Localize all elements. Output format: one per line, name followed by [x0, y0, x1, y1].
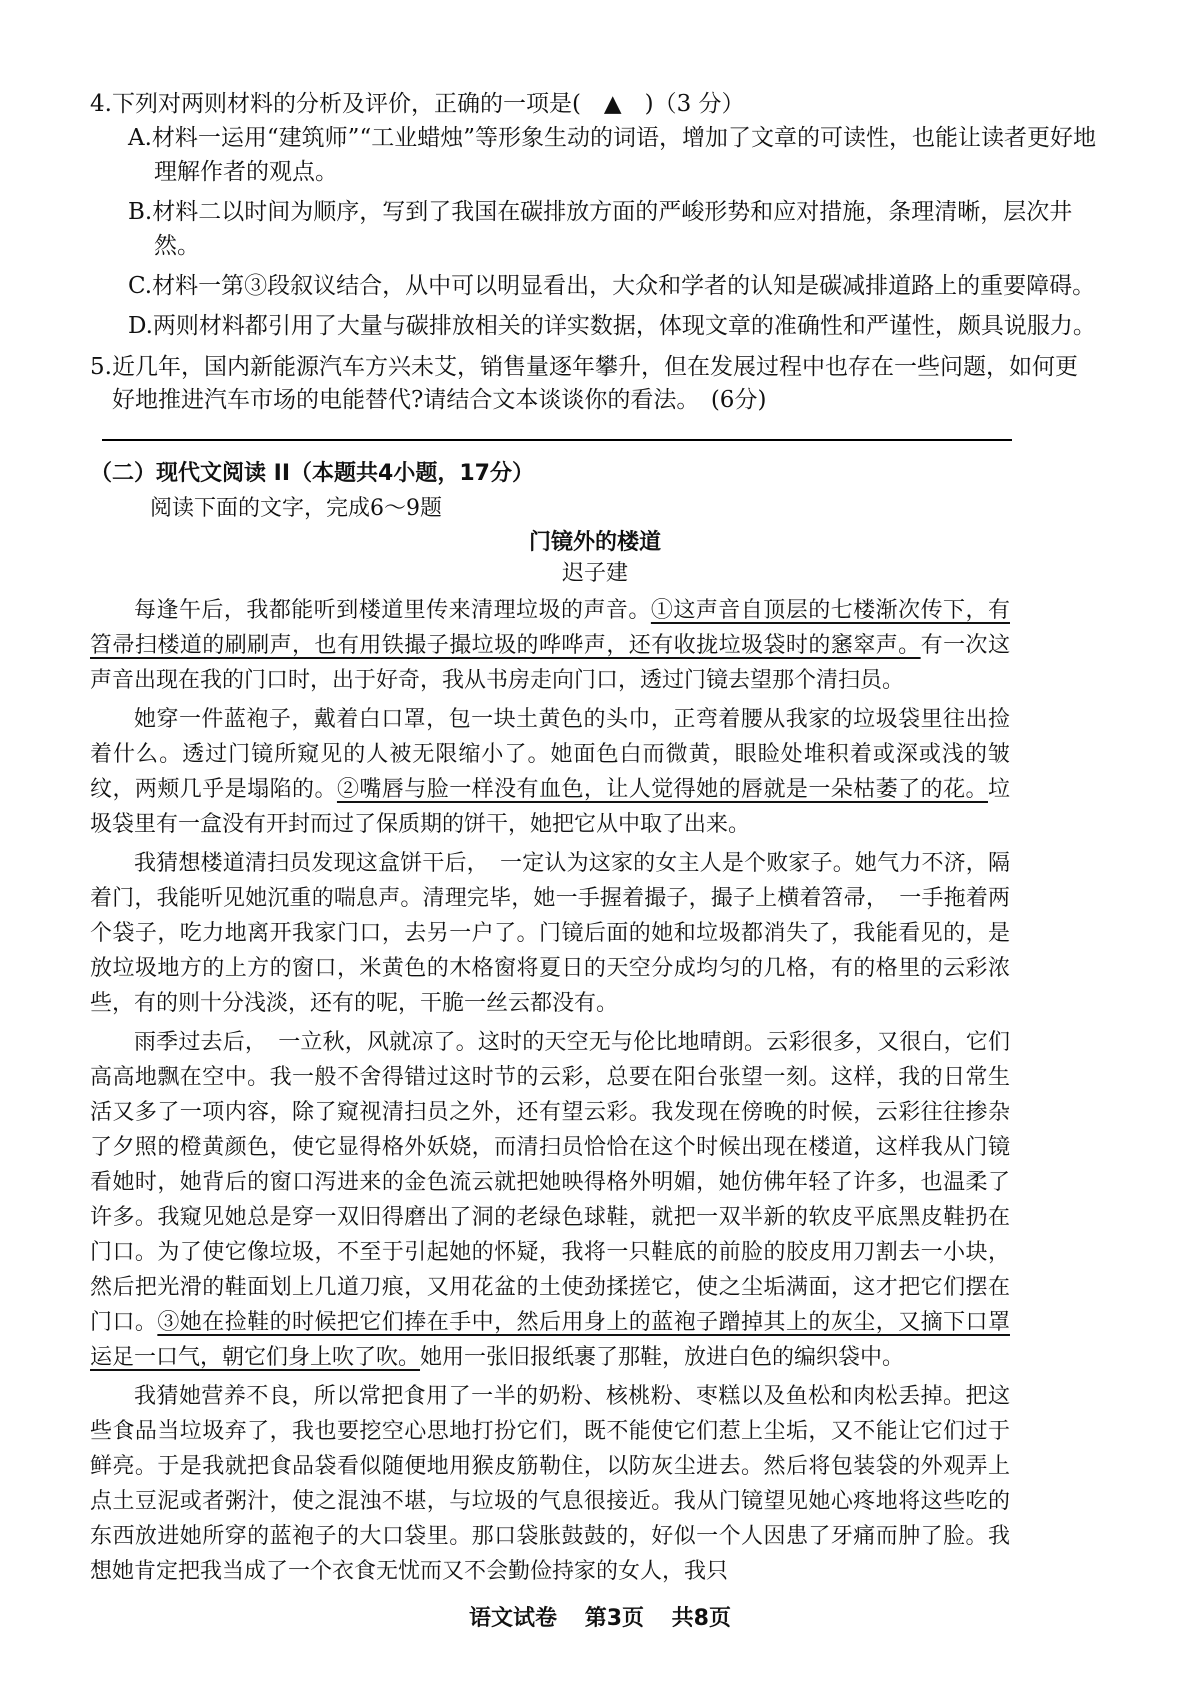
paragraph-4-text-b: 她用一张旧报纸裹了那鞋，放进白色的编织袋中。	[420, 1345, 905, 1370]
footer-total-pages: 共8页	[671, 1606, 731, 1631]
page-footer	[0, 1604, 1200, 1634]
paragraph-2-text-b: 垃圾袋里有一盒没有开封而过了保质期的饼干，她把它从中取了出来。	[90, 777, 1010, 837]
paragraph-4-text-a: 雨季过去后， 一立秋，风就凉了。这时的天空无与伦比地晴朗。云彩很多，又很白，它们高高地飘在空中。我一般不舍得错过这时节的云彩，总要在阳台张望一刻。这样，我的日常生活又多了一项内容，除了窥视清扫员之外，还有望云彩。我发现在傍晚的时候，云彩往往掺杂了夕照的橙黄颜色，使它显得格外妖娆，而清扫员恰恰在这个时候出现在楼道，这样我从门镜看她时，她背后的窗口泻进来的金色流云就把她映得格外明媚，她仿佛年轻了许多，也温柔了许多。我窥见她总是穿一双旧得磨出了洞的老绿色球鞋，就把一双半新的软皮平底黑皮鞋扔在门口。为了使它像垃圾，不至于引起她的怀疑，我将一只鞋底的前脸的胶皮用刀割去一小块，然后把光滑的鞋面划上几道刀痕，又用花盆的土使劲揉搓它，使之尘垢满面，这才把它们摆在门口。	[90, 1030, 1010, 1335]
exam-page	[90, 88, 1100, 1593]
paragraph-2	[90, 702, 1010, 842]
paragraph-3: 我猜想楼道清扫员发现这盒饼干后， 一定认为这家的女主人是个败家子。她气力不济，隔着门，我能听见她沉重的喘息声。清理完毕，她一手握着撮子，撮子上横着笤帚， 一手拖着两个袋子，吃力地离开我家门口，去另一户了。门镜后面的她和垃圾都消失了，我能看见的，是放垃圾地方的上方的窗口，米黄色的木格窗将夏日的天空分成均匀的几格，有的格里的云彩浓些，有的则十分浅淡，还有的呢，干脆一丝云都没有。	[90, 851, 1010, 1016]
article-author: 迟子建	[561, 561, 628, 586]
question-4-option-b: B.材料二以时间为顺序，写到了我国在碳排放方面的严峻形势和应对措施，条理清晰，层次井然。	[128, 199, 1073, 259]
underlined-sentence-3: ③她在捡鞋的时候把它们捧在手中，然后用身上的蓝袍子蹭掉其上的灰尘，又摘下口罩运足一口气，朝它们身上吹了吹。	[90, 1310, 1010, 1370]
paragraph-2-text-a: 她穿一件蓝袍子，戴着白口罩，包一块土黄色的头巾，正弯着腰从我家的垃圾袋里往出捡着什么。透过门镜所窥见的人被无限缩小了。她面色白而微黄，眼睑处堆积着或深或浅的皱纹，两颊几乎是塌陷的。	[90, 707, 1010, 802]
reading-instruction: 阅读下面的文字，完成6～9题	[150, 496, 442, 521]
question-4-option-d: D.两则材料都引用了大量与碳排放相关的详实数据，体现文章的准确性和严谨性，颇具说服力。	[128, 313, 1096, 339]
underlined-sentence-1: ①这声音自顶层的七楼渐次传下，有笤帚扫楼道的刷刷声，也有用铁撮子撮垃圾的哗哗声，还有收拢垃圾袋时的窸窣声。	[90, 598, 1010, 658]
underlined-sentence-2: ②嘴唇与脸一样没有血色，让人觉得她的唇就是一朵枯萎了的花。	[336, 777, 988, 802]
paragraph-1	[90, 593, 1010, 698]
paragraph-1-text-b: 有一次这声音出现在我的门口时，出于好奇，我从书房走向门口，透过门镜去望那个清扫员。	[90, 633, 1010, 693]
paragraph-4	[90, 1025, 1010, 1375]
question-4-option-a: A.材料一运用“建筑师”“工业蜡烛”等形象生动的词语，增加了文章的可读性，也能让读者更好地理解作者的观点。	[128, 125, 1096, 185]
section-divider	[102, 439, 1012, 441]
article-title: 门镜外的楼道	[528, 530, 661, 555]
paragraph-5: 我猜她营养不良，所以常把食用了一半的奶粉、核桃粉、枣糕以及鱼松和肉松丢掉。把这些食品当垃圾弃了，我也要挖空心思地打扮它们，既不能使它们惹上尘垢，又不能让它们过于鲜亮。于是我就把食品袋看似随便地用猴皮筋勒住，以防灰尘进去。然后将包装袋的外观弄上点土豆泥或者粥汁，使之混浊不堪，与垃圾的气息很接近。我从门镜望见她心疼地将这些吃的东西放进她所穿的蓝袍子的大口袋里。那口袋胀鼓鼓的，好似一个人因患了牙痛而肿了脸。我想她肯定把我当成了一个衣食无忧而又不会勤俭持家的女人，我只	[90, 1384, 1010, 1584]
question-4-option-c: C.材料一第③段叙议结合，从中可以明显看出，大众和学者的认知是碳减排道路上的重要障碍。	[128, 273, 1096, 299]
footer-page-number: 第3页	[584, 1606, 644, 1631]
section-heading: （二）现代文阅读 II（本题共4小题，17分）	[90, 461, 534, 486]
question-4-stem: 4.下列对两则材料的分析及评价，正确的一项是( ▲ )（3 分）	[90, 91, 745, 117]
footer-subject: 语文试卷	[469, 1606, 558, 1631]
paragraph-1-text-a: 每逢午后，我都能听到楼道里传来清理垃圾的声音。	[134, 598, 651, 623]
question-5: 5.近几年，国内新能源汽车方兴未艾，销售量逐年攀升，但在发展过程中也存在一些问题，如何更好地推进汽车市场的电能替代?请结合文本谈谈你的看法。 (6分)	[90, 354, 1078, 413]
